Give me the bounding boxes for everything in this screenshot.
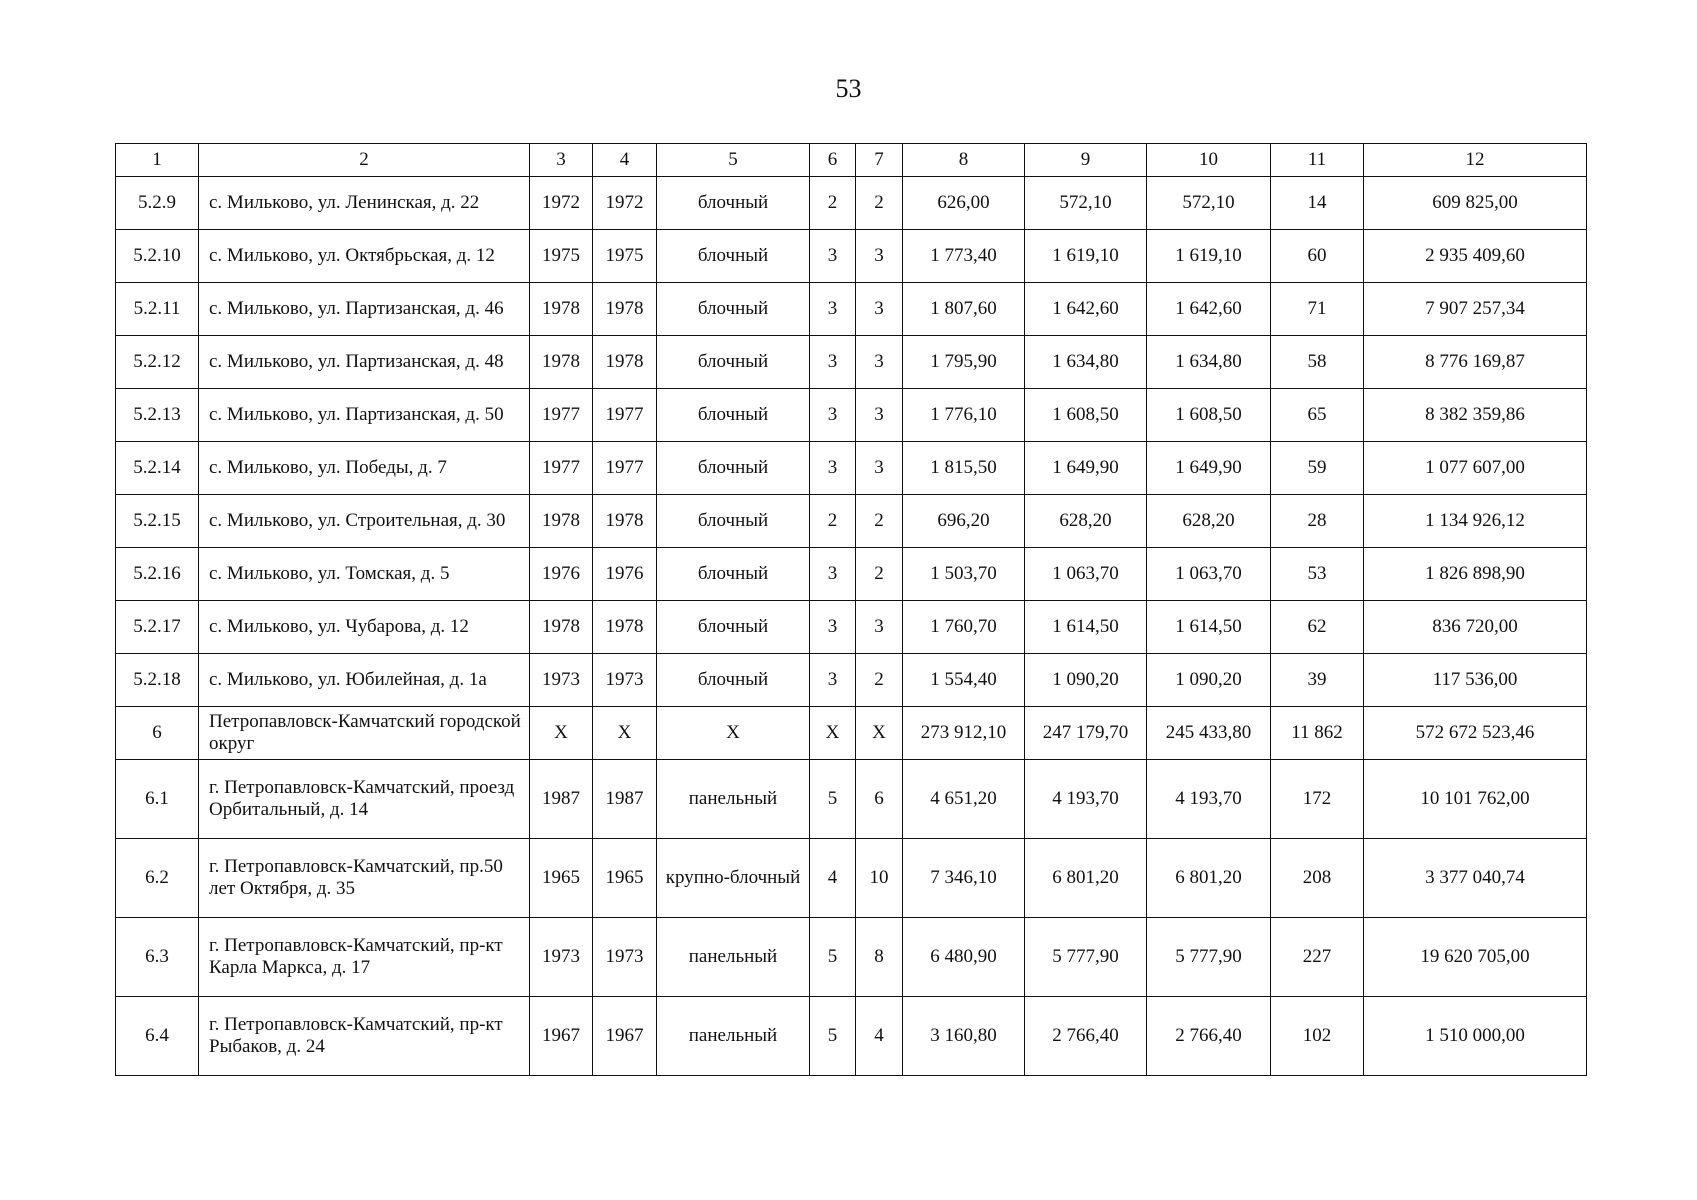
col-3-cell: 1973 xyxy=(530,918,593,997)
col-6-cell: 3 xyxy=(810,601,856,654)
table-row xyxy=(116,283,1587,336)
col-10-cell: 4 193,70 xyxy=(1147,760,1271,839)
table-row xyxy=(116,997,1587,1076)
table-row xyxy=(116,230,1587,283)
table-row xyxy=(116,177,1587,230)
housing-table xyxy=(115,143,1587,1076)
address-cell: с. Мильково, ул. Чубарова, д. 12 xyxy=(199,601,530,654)
col-12-cell: 1 510 000,00 xyxy=(1364,997,1587,1076)
wall-material-cell: панельный xyxy=(657,918,810,997)
column-header-9: 9 xyxy=(1025,144,1147,177)
col-4-cell: 1965 xyxy=(593,839,657,918)
col-8-cell: 7 346,10 xyxy=(903,839,1025,918)
col-4-cell: 1967 xyxy=(593,997,657,1076)
row-number: 6.1 xyxy=(116,760,199,839)
table-row xyxy=(116,654,1587,707)
wall-material-cell: блочный xyxy=(657,442,810,495)
col-4-cell: Х xyxy=(593,707,657,760)
col-11-cell: 208 xyxy=(1271,839,1364,918)
col-11-cell: 62 xyxy=(1271,601,1364,654)
col-11-cell: 227 xyxy=(1271,918,1364,997)
col-7-cell: 3 xyxy=(856,336,903,389)
col-6-cell: 3 xyxy=(810,230,856,283)
col-9-cell: 2 766,40 xyxy=(1025,997,1147,1076)
col-7-cell: 2 xyxy=(856,495,903,548)
col-9-cell: 1 649,90 xyxy=(1025,442,1147,495)
address-cell: г. Петропавловск-Камчатский, пр-кт Карла Маркса, д. 17 xyxy=(199,918,530,997)
col-4-cell: 1978 xyxy=(593,601,657,654)
col-4-cell: 1978 xyxy=(593,283,657,336)
wall-material-cell: блочный xyxy=(657,230,810,283)
col-3-cell: 1973 xyxy=(530,654,593,707)
col-3-cell: 1967 xyxy=(530,997,593,1076)
col-4-cell: 1972 xyxy=(593,177,657,230)
wall-material-cell: блочный xyxy=(657,654,810,707)
col-4-cell: 1976 xyxy=(593,548,657,601)
col-11-cell: 71 xyxy=(1271,283,1364,336)
col-12-cell: 1 826 898,90 xyxy=(1364,548,1587,601)
col-6-cell: 2 xyxy=(810,495,856,548)
address-cell: г. Петропавловск-Камчатский, пр-кт Рыбаков, д. 24 xyxy=(199,997,530,1076)
col-11-cell: 11 862 xyxy=(1271,707,1364,760)
col-10-cell: 1 063,70 xyxy=(1147,548,1271,601)
col-4-cell: 1975 xyxy=(593,230,657,283)
wall-material-cell: блочный xyxy=(657,283,810,336)
col-8-cell: 696,20 xyxy=(903,495,1025,548)
col-4-cell: 1973 xyxy=(593,918,657,997)
col-6-cell: 3 xyxy=(810,283,856,336)
col-7-cell: 3 xyxy=(856,283,903,336)
col-10-cell: 628,20 xyxy=(1147,495,1271,548)
col-3-cell: 1978 xyxy=(530,283,593,336)
wall-material-cell: блочный xyxy=(657,177,810,230)
col-7-cell: Х xyxy=(856,707,903,760)
column-header-6: 6 xyxy=(810,144,856,177)
col-8-cell: 1 807,60 xyxy=(903,283,1025,336)
col-3-cell: 1975 xyxy=(530,230,593,283)
col-11-cell: 172 xyxy=(1271,760,1364,839)
col-12-cell: 836 720,00 xyxy=(1364,601,1587,654)
address-cell: г. Петропавловск-Камчатский, пр.50 лет Октября, д. 35 xyxy=(199,839,530,918)
col-10-cell: 1 642,60 xyxy=(1147,283,1271,336)
col-8-cell: 1 815,50 xyxy=(903,442,1025,495)
col-8-cell: 1 795,90 xyxy=(903,336,1025,389)
address-cell: с. Мильково, ул. Октябрьская, д. 12 xyxy=(199,230,530,283)
wall-material-cell: Х xyxy=(657,707,810,760)
address-cell: с. Мильково, ул. Ленинская, д. 22 xyxy=(199,177,530,230)
col-9-cell: 247 179,70 xyxy=(1025,707,1147,760)
col-10-cell: 1 649,90 xyxy=(1147,442,1271,495)
col-7-cell: 2 xyxy=(856,654,903,707)
wall-material-cell: блочный xyxy=(657,336,810,389)
address-cell: с. Мильково, ул. Томская, д. 5 xyxy=(199,548,530,601)
row-number: 5.2.11 xyxy=(116,283,199,336)
col-6-cell: 2 xyxy=(810,177,856,230)
col-7-cell: 3 xyxy=(856,442,903,495)
row-number: 5.2.14 xyxy=(116,442,199,495)
col-6-cell: 5 xyxy=(810,918,856,997)
col-8-cell: 626,00 xyxy=(903,177,1025,230)
col-12-cell: 609 825,00 xyxy=(1364,177,1587,230)
col-3-cell: 1972 xyxy=(530,177,593,230)
col-8-cell: 1 503,70 xyxy=(903,548,1025,601)
col-9-cell: 1 642,60 xyxy=(1025,283,1147,336)
col-12-cell: 117 536,00 xyxy=(1364,654,1587,707)
page-number: 53 xyxy=(835,74,862,103)
col-12-cell: 7 907 257,34 xyxy=(1364,283,1587,336)
wall-material-cell: панельный xyxy=(657,760,810,839)
row-number: 5.2.17 xyxy=(116,601,199,654)
col-7-cell: 3 xyxy=(856,601,903,654)
col-10-cell: 1 634,80 xyxy=(1147,336,1271,389)
column-header-5: 5 xyxy=(657,144,810,177)
col-11-cell: 58 xyxy=(1271,336,1364,389)
column-header-7: 7 xyxy=(856,144,903,177)
col-3-cell: 1977 xyxy=(530,389,593,442)
col-7-cell: 2 xyxy=(856,548,903,601)
table-row xyxy=(116,548,1587,601)
col-6-cell: 5 xyxy=(810,760,856,839)
col-7-cell: 2 xyxy=(856,177,903,230)
col-12-cell: 572 672 523,46 xyxy=(1364,707,1587,760)
col-12-cell: 19 620 705,00 xyxy=(1364,918,1587,997)
address-cell: Петропавловск-Камчатский городской округ xyxy=(199,707,530,760)
address-cell: с. Мильково, ул. Партизанская, д. 48 xyxy=(199,336,530,389)
col-8-cell: 273 912,10 xyxy=(903,707,1025,760)
table-body xyxy=(116,144,1587,1076)
column-header-4: 4 xyxy=(593,144,657,177)
col-3-cell: 1978 xyxy=(530,601,593,654)
col-10-cell: 1 090,20 xyxy=(1147,654,1271,707)
column-header-3: 3 xyxy=(530,144,593,177)
col-8-cell: 1 773,40 xyxy=(903,230,1025,283)
col-9-cell: 1 614,50 xyxy=(1025,601,1147,654)
col-7-cell: 6 xyxy=(856,760,903,839)
row-number: 5.2.9 xyxy=(116,177,199,230)
col-9-cell: 1 608,50 xyxy=(1025,389,1147,442)
col-4-cell: 1978 xyxy=(593,336,657,389)
col-10-cell: 5 777,90 xyxy=(1147,918,1271,997)
col-6-cell: Х xyxy=(810,707,856,760)
address-cell: с. Мильково, ул. Партизанская, д. 50 xyxy=(199,389,530,442)
column-number-header-row xyxy=(116,144,1587,177)
col-3-cell: 1978 xyxy=(530,336,593,389)
col-9-cell: 1 090,20 xyxy=(1025,654,1147,707)
wall-material-cell: блочный xyxy=(657,601,810,654)
col-11-cell: 53 xyxy=(1271,548,1364,601)
col-6-cell: 3 xyxy=(810,654,856,707)
col-8-cell: 4 651,20 xyxy=(903,760,1025,839)
col-6-cell: 3 xyxy=(810,548,856,601)
col-10-cell: 6 801,20 xyxy=(1147,839,1271,918)
col-8-cell: 6 480,90 xyxy=(903,918,1025,997)
col-11-cell: 60 xyxy=(1271,230,1364,283)
row-number: 6.2 xyxy=(116,839,199,918)
col-9-cell: 628,20 xyxy=(1025,495,1147,548)
col-10-cell: 1 614,50 xyxy=(1147,601,1271,654)
row-number: 5.2.12 xyxy=(116,336,199,389)
table-row xyxy=(116,707,1587,760)
column-header-2: 2 xyxy=(199,144,530,177)
col-12-cell: 1 134 926,12 xyxy=(1364,495,1587,548)
col-3-cell: 1977 xyxy=(530,442,593,495)
column-header-11: 11 xyxy=(1271,144,1364,177)
address-cell: г. Петропавловск-Камчатский, проезд Орбитальный, д. 14 xyxy=(199,760,530,839)
row-number: 6 xyxy=(116,707,199,760)
col-10-cell: 1 619,10 xyxy=(1147,230,1271,283)
col-8-cell: 1 776,10 xyxy=(903,389,1025,442)
col-9-cell: 572,10 xyxy=(1025,177,1147,230)
col-12-cell: 8 776 169,87 xyxy=(1364,336,1587,389)
col-6-cell: 3 xyxy=(810,442,856,495)
col-11-cell: 59 xyxy=(1271,442,1364,495)
wall-material-cell: крупно-блочный xyxy=(657,839,810,918)
col-7-cell: 8 xyxy=(856,918,903,997)
col-10-cell: 2 766,40 xyxy=(1147,997,1271,1076)
wall-material-cell: блочный xyxy=(657,495,810,548)
row-number: 5.2.10 xyxy=(116,230,199,283)
col-4-cell: 1977 xyxy=(593,442,657,495)
col-12-cell: 1 077 607,00 xyxy=(1364,442,1587,495)
row-number: 6.4 xyxy=(116,997,199,1076)
col-4-cell: 1978 xyxy=(593,495,657,548)
column-header-8: 8 xyxy=(903,144,1025,177)
wall-material-cell: панельный xyxy=(657,997,810,1076)
col-9-cell: 1 619,10 xyxy=(1025,230,1147,283)
address-cell: с. Мильково, ул. Победы, д. 7 xyxy=(199,442,530,495)
col-6-cell: 4 xyxy=(810,839,856,918)
col-6-cell: 5 xyxy=(810,997,856,1076)
col-7-cell: 3 xyxy=(856,389,903,442)
table-row xyxy=(116,495,1587,548)
col-4-cell: 1977 xyxy=(593,389,657,442)
col-9-cell: 6 801,20 xyxy=(1025,839,1147,918)
col-4-cell: 1973 xyxy=(593,654,657,707)
col-11-cell: 102 xyxy=(1271,997,1364,1076)
table-row xyxy=(116,918,1587,997)
col-11-cell: 28 xyxy=(1271,495,1364,548)
col-12-cell: 10 101 762,00 xyxy=(1364,760,1587,839)
col-6-cell: 3 xyxy=(810,336,856,389)
col-11-cell: 14 xyxy=(1271,177,1364,230)
col-12-cell: 2 935 409,60 xyxy=(1364,230,1587,283)
row-number: 5.2.18 xyxy=(116,654,199,707)
col-7-cell: 3 xyxy=(856,230,903,283)
col-3-cell: 1987 xyxy=(530,760,593,839)
row-number: 5.2.15 xyxy=(116,495,199,548)
table-row xyxy=(116,760,1587,839)
col-7-cell: 4 xyxy=(856,997,903,1076)
col-10-cell: 245 433,80 xyxy=(1147,707,1271,760)
column-header-1: 1 xyxy=(116,144,199,177)
col-9-cell: 4 193,70 xyxy=(1025,760,1147,839)
column-header-10: 10 xyxy=(1147,144,1271,177)
col-11-cell: 39 xyxy=(1271,654,1364,707)
table-row xyxy=(116,389,1587,442)
col-3-cell: Х xyxy=(530,707,593,760)
col-3-cell: 1965 xyxy=(530,839,593,918)
address-cell: с. Мильково, ул. Партизанская, д. 46 xyxy=(199,283,530,336)
address-cell: с. Мильково, ул. Юбилейная, д. 1а xyxy=(199,654,530,707)
column-header-12: 12 xyxy=(1364,144,1587,177)
table-row xyxy=(116,442,1587,495)
col-10-cell: 1 608,50 xyxy=(1147,389,1271,442)
col-3-cell: 1978 xyxy=(530,495,593,548)
col-11-cell: 65 xyxy=(1271,389,1364,442)
row-number: 5.2.16 xyxy=(116,548,199,601)
col-9-cell: 1 634,80 xyxy=(1025,336,1147,389)
col-8-cell: 1 760,70 xyxy=(903,601,1025,654)
row-number: 5.2.13 xyxy=(116,389,199,442)
table-row xyxy=(116,601,1587,654)
table-row xyxy=(116,336,1587,389)
row-number: 6.3 xyxy=(116,918,199,997)
col-10-cell: 572,10 xyxy=(1147,177,1271,230)
col-4-cell: 1987 xyxy=(593,760,657,839)
address-cell: с. Мильково, ул. Строительная, д. 30 xyxy=(199,495,530,548)
col-7-cell: 10 xyxy=(856,839,903,918)
wall-material-cell: блочный xyxy=(657,548,810,601)
table-row xyxy=(116,839,1587,918)
col-3-cell: 1976 xyxy=(530,548,593,601)
col-9-cell: 5 777,90 xyxy=(1025,918,1147,997)
col-12-cell: 3 377 040,74 xyxy=(1364,839,1587,918)
col-12-cell: 8 382 359,86 xyxy=(1364,389,1587,442)
wall-material-cell: блочный xyxy=(657,389,810,442)
col-6-cell: 3 xyxy=(810,389,856,442)
col-8-cell: 3 160,80 xyxy=(903,997,1025,1076)
col-8-cell: 1 554,40 xyxy=(903,654,1025,707)
col-9-cell: 1 063,70 xyxy=(1025,548,1147,601)
